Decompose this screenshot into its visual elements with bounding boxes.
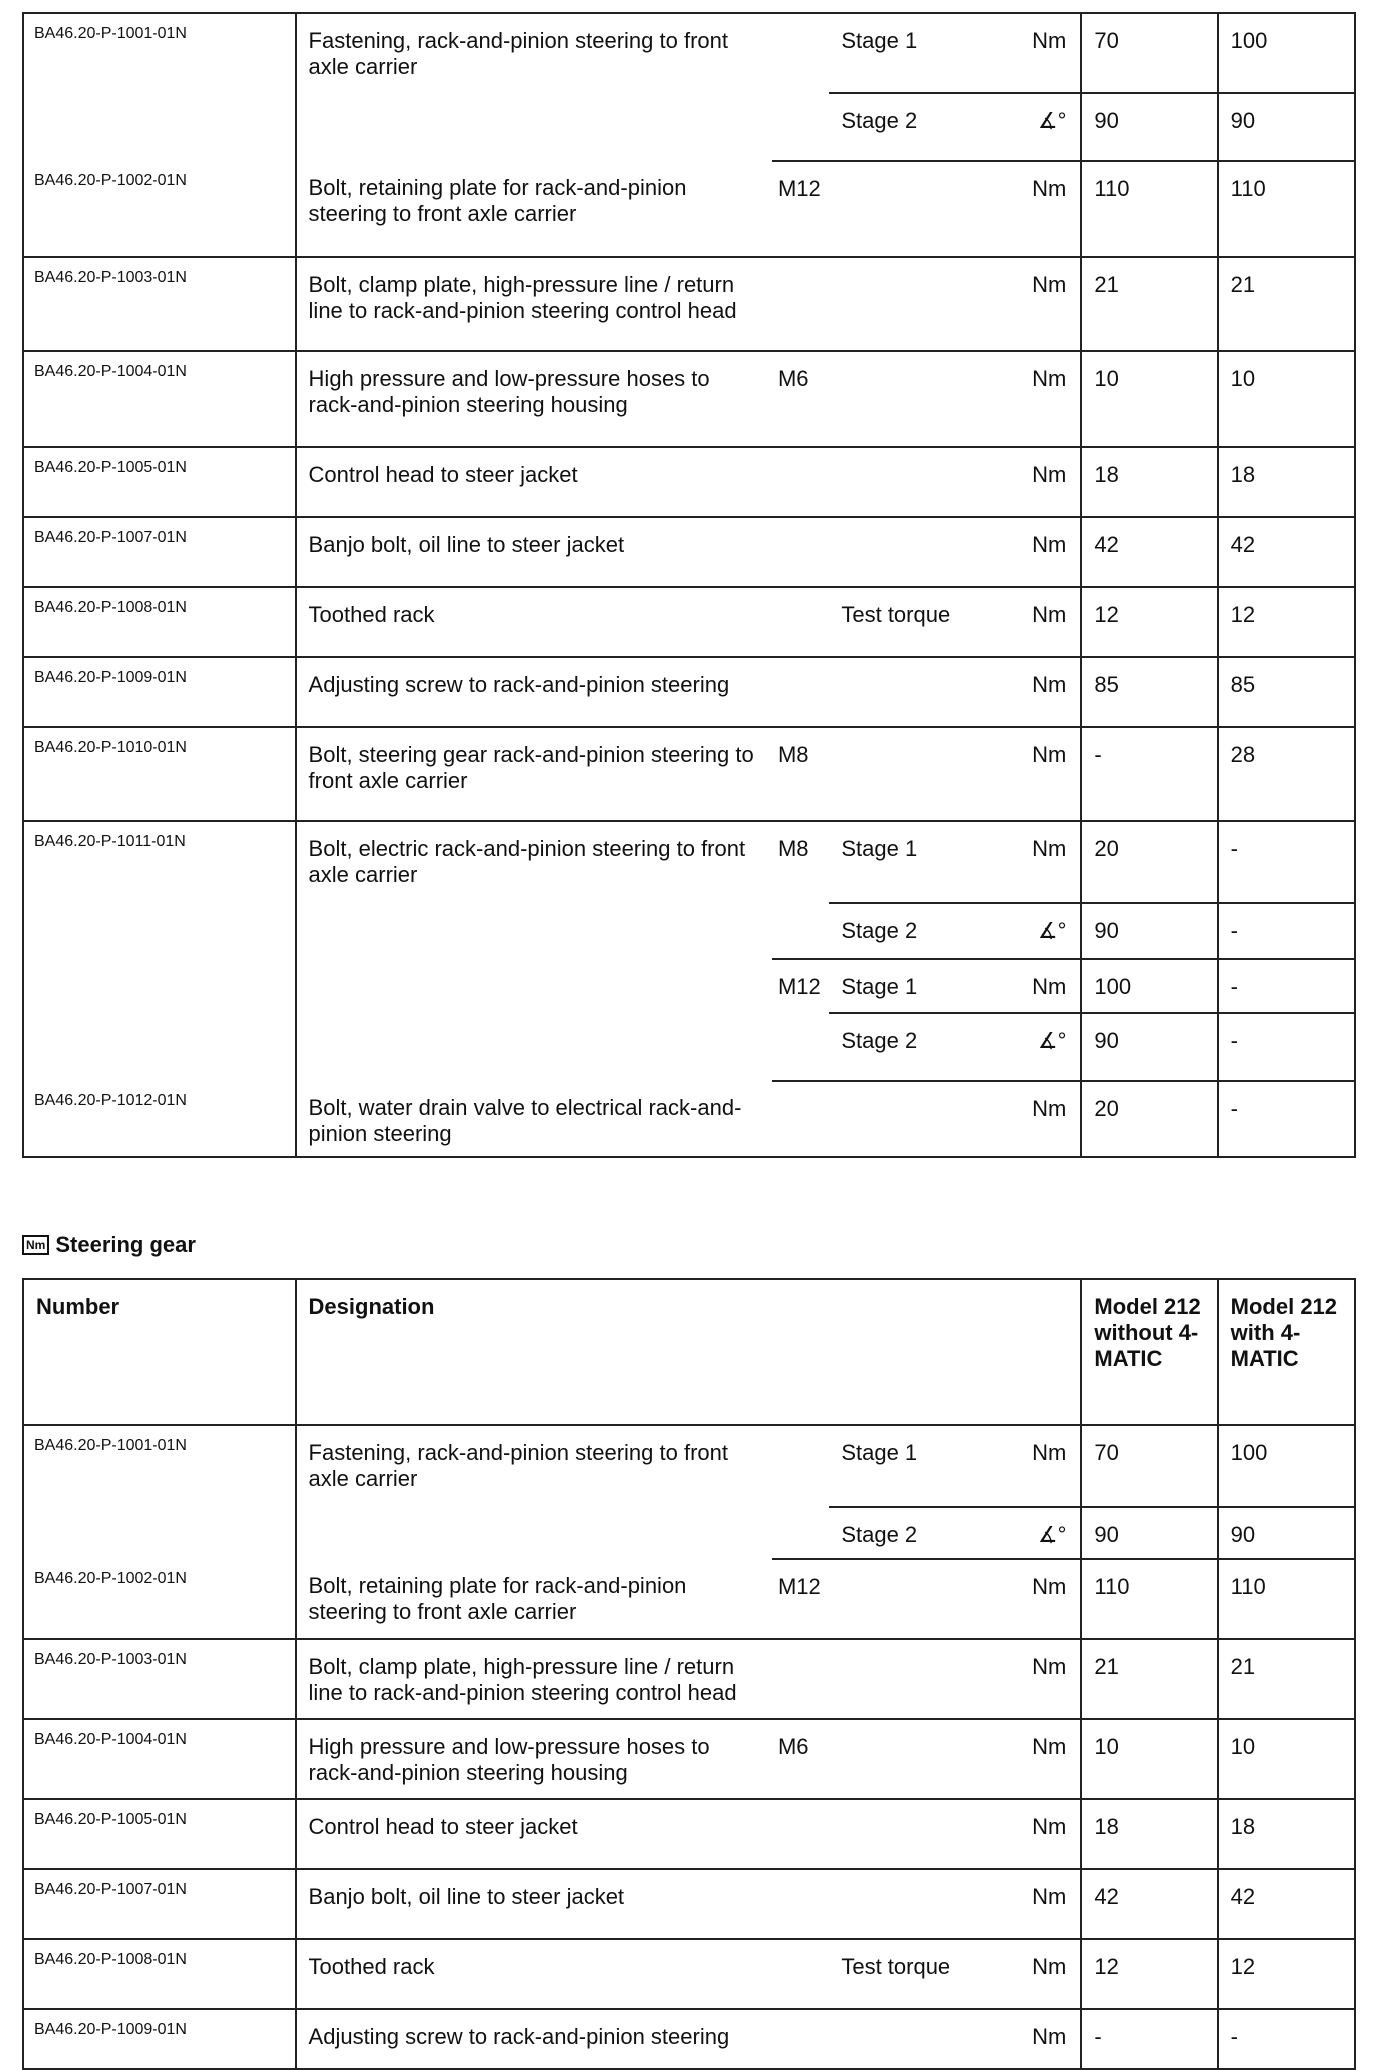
value-without-4matic: 70 (1094, 1440, 1119, 1465)
value-without-4matic: 42 (1094, 532, 1119, 557)
value-with-4matic: - (1230, 974, 1238, 999)
value-without-4matic: 90 (1094, 918, 1119, 943)
value-without-4matic: 12 (1094, 602, 1119, 627)
section-title: Steering gear (55, 1232, 196, 1257)
part-number: BA46.20-P-1001-01N (34, 1437, 187, 1454)
value-with-4matic: 12 (1230, 1954, 1256, 1979)
designation: Banjo bolt, oil line to steer jacket (308, 532, 625, 557)
table-header-row (23, 1279, 1355, 1425)
unit-label: ∡° (1037, 108, 1067, 133)
thread-size (772, 1082, 829, 1096)
designation: Bolt, clamp plate, high-pressure line / return line to rack-and-pinion steering control head (308, 272, 737, 323)
value-with-4matic: - (1230, 836, 1238, 861)
table-row (23, 1425, 1355, 1507)
stage-label: Stage 2 (841, 918, 918, 943)
header-model-without-4matic: Model 212 without 4-MATIC (1094, 1294, 1201, 1371)
part-number: BA46.20-P-1002-01N (34, 1570, 187, 1587)
table-row (23, 351, 1355, 447)
header-designation: Designation (308, 1294, 435, 1319)
unit-label: Nm (1032, 1814, 1067, 1839)
value-with-4matic: 12 (1230, 602, 1256, 627)
part-number: BA46.20-P-1005-01N (34, 459, 187, 476)
designation: Adjusting screw to rack-and-pinion steering (308, 2024, 730, 2049)
stage-label: Test torque (841, 1954, 951, 1979)
unit-label: Nm (1032, 532, 1067, 557)
unit-label: Nm (1032, 672, 1067, 697)
stage-label (829, 1720, 1013, 1734)
designation: Banjo bolt, oil line to steer jacket (308, 1884, 625, 1909)
value-without-4matic: 18 (1094, 1814, 1119, 1839)
value-without-4matic: - (1094, 742, 1102, 767)
designation: Toothed rack (308, 1954, 435, 1979)
part-number: BA46.20-P-1007-01N (34, 529, 187, 546)
table-row (23, 1799, 1355, 1869)
designation: High pressure and low-pressure hoses to rack-and-pinion steering housing (308, 1734, 710, 1785)
unit-label: Nm (1032, 742, 1067, 767)
stage-label: Stage 1 (841, 836, 918, 861)
part-number: BA46.20-P-1004-01N (34, 363, 187, 380)
stage-label (829, 1640, 1013, 1654)
stage-label (829, 1800, 1013, 1814)
table-row (23, 1939, 1355, 2009)
value-with-4matic: 90 (1230, 1522, 1256, 1547)
stage-label (829, 162, 1013, 176)
value-without-4matic: 20 (1094, 1096, 1119, 1121)
thread-size (772, 1870, 829, 1884)
unit-label: Nm (1032, 2024, 1067, 2049)
value-with-4matic: 18 (1230, 1814, 1256, 1839)
unit-label: Nm (1032, 28, 1067, 53)
stage-label: Stage 2 (841, 1028, 918, 1053)
unit-label: Nm (1032, 1440, 1067, 1465)
table-row (23, 1719, 1355, 1799)
thread-size (772, 448, 829, 462)
unit-label: Nm (1032, 176, 1067, 201)
unit-label: Nm (1032, 602, 1067, 627)
thread-size (772, 14, 829, 28)
thread-size: M8 (777, 742, 809, 767)
part-number: BA46.20-P-1004-01N (34, 1731, 187, 1748)
designation: Bolt, steering gear rack-and-pinion steering to front axle carrier (308, 742, 754, 793)
part-number: BA46.20-P-1009-01N (34, 669, 187, 686)
designation: Control head to steer jacket (308, 462, 578, 487)
table-row (23, 1639, 1355, 1719)
value-without-4matic: 10 (1094, 366, 1119, 391)
designation: Bolt, retaining plate for rack-and-pinion steering to front axle carrier (308, 175, 687, 226)
thread-size: M12 (777, 176, 821, 201)
stage-label: Stage 1 (841, 1440, 918, 1465)
part-number: BA46.20-P-1002-01N (34, 172, 187, 189)
value-without-4matic: 21 (1094, 272, 1119, 297)
stage-label: Test torque (841, 602, 951, 627)
unit-label: Nm (1032, 1954, 1067, 1979)
value-with-4matic: 21 (1230, 1654, 1256, 1679)
stage-label (829, 728, 1013, 742)
value-with-4matic: 42 (1230, 1884, 1256, 1909)
unit-label: Nm (1032, 1884, 1067, 1909)
value-with-4matic: 110 (1230, 1574, 1266, 1599)
value-with-4matic: 10 (1230, 1734, 1256, 1759)
value-with-4matic: 10 (1230, 366, 1256, 391)
part-number: BA46.20-P-1007-01N (34, 1881, 187, 1898)
unit-label: Nm (1032, 1574, 1067, 1599)
value-without-4matic: - (1094, 2024, 1102, 2049)
value-with-4matic: 110 (1230, 176, 1266, 201)
value-with-4matic: 21 (1230, 272, 1256, 297)
designation: Bolt, retaining plate for rack-and-pinion steering to front axle carrier (308, 1573, 687, 1624)
thread-size (772, 1426, 829, 1440)
stage-label (829, 658, 1013, 672)
value-without-4matic: 10 (1094, 1734, 1119, 1759)
stage-label (829, 2010, 1013, 2024)
part-number: BA46.20-P-1012-01N (34, 1092, 187, 1109)
table-row (23, 13, 1355, 93)
designation: High pressure and low-pressure hoses to rack-and-pinion steering housing (308, 366, 710, 417)
table-row (23, 517, 1355, 587)
stage-label (829, 258, 1013, 272)
thread-size (772, 1800, 829, 1814)
value-without-4matic: 90 (1094, 1522, 1119, 1547)
table-row (23, 1869, 1355, 1939)
designation: Bolt, electric rack-and-pinion steering to front axle carrier (308, 836, 746, 887)
table-row (23, 447, 1355, 517)
table-row (23, 257, 1355, 351)
table-row (23, 657, 1355, 727)
part-number: BA46.20-P-1001-01N (34, 25, 187, 42)
value-with-4matic: 100 (1230, 1440, 1268, 1465)
stage-label (829, 1082, 1013, 1096)
stage-label (829, 518, 1013, 532)
part-number: BA46.20-P-1005-01N (34, 1811, 187, 1828)
table-row (23, 727, 1355, 821)
stage-label: Stage 1 (841, 974, 918, 999)
part-number: BA46.20-P-1008-01N (34, 599, 187, 616)
stage-label (829, 352, 1013, 366)
value-without-4matic: 21 (1094, 1654, 1119, 1679)
unit-label: Nm (1032, 462, 1067, 487)
thread-size (772, 1507, 829, 1521)
thread-size (772, 1013, 829, 1027)
unit-label: Nm (1032, 1096, 1067, 1121)
value-with-4matic: 90 (1230, 108, 1256, 133)
value-without-4matic: 85 (1094, 672, 1119, 697)
torque-table-top (22, 12, 1356, 1158)
value-without-4matic: 100 (1094, 974, 1132, 999)
value-with-4matic: 18 (1230, 462, 1256, 487)
part-number: BA46.20-P-1010-01N (34, 739, 187, 756)
part-number: BA46.20-P-1011-01N (34, 833, 186, 850)
value-with-4matic: 85 (1230, 672, 1256, 697)
value-with-4matic: - (1230, 1096, 1238, 1121)
table-row (23, 821, 1355, 903)
value-without-4matic: 70 (1094, 28, 1119, 53)
designation: Adjusting screw to rack-and-pinion steering (308, 672, 730, 697)
unit-label: ∡° (1037, 918, 1067, 943)
designation: Toothed rack (308, 602, 435, 627)
designation: Bolt, water drain valve to electrical rack-and-pinion steering (308, 1095, 742, 1146)
table-row (23, 1559, 1355, 1639)
value-without-4matic: 90 (1094, 1028, 1119, 1053)
thread-size: M12 (777, 974, 821, 999)
unit-label: ∡° (1037, 1028, 1067, 1053)
table-row (23, 587, 1355, 657)
part-number: BA46.20-P-1009-01N (34, 2021, 187, 2038)
designation: Bolt, clamp plate, high-pressure line / return line to rack-and-pinion steering control head (308, 1654, 737, 1705)
designation: Control head to steer jacket (308, 1814, 578, 1839)
part-number: BA46.20-P-1003-01N (34, 269, 187, 286)
stage-label: Stage 2 (841, 1522, 918, 1547)
value-without-4matic: 90 (1094, 108, 1119, 133)
section-heading (22, 1232, 196, 1258)
table-row (23, 161, 1355, 257)
thread-size: M6 (777, 366, 809, 391)
value-without-4matic: 20 (1094, 836, 1119, 861)
thread-size (772, 93, 829, 107)
stage-label: Stage 1 (841, 28, 918, 53)
unit-label: ∡° (1037, 1522, 1067, 1547)
value-with-4matic: 28 (1230, 742, 1256, 767)
thread-size (772, 658, 829, 672)
value-without-4matic: 12 (1094, 1954, 1119, 1979)
value-with-4matic: - (1230, 918, 1238, 943)
stage-label: Stage 2 (841, 108, 918, 133)
thread-size: M12 (777, 1574, 821, 1599)
unit-label: Nm (1032, 1654, 1067, 1679)
part-number: BA46.20-P-1008-01N (34, 1951, 187, 1968)
thread-size (772, 518, 829, 532)
thread-size (772, 588, 829, 602)
designation: Fastening, rack-and-pinion steering to front axle carrier (308, 28, 728, 79)
stage-label (829, 1560, 1013, 1574)
table-row (23, 2009, 1355, 2069)
unit-label: Nm (1032, 1734, 1067, 1759)
value-with-4matic: - (1230, 1028, 1238, 1053)
thread-size (772, 1940, 829, 1954)
value-with-4matic: 42 (1230, 532, 1256, 557)
thread-size: M8 (777, 836, 809, 861)
unit-label: Nm (1032, 272, 1067, 297)
torque-table-steering-gear (22, 1278, 1356, 2070)
thread-size (772, 1640, 829, 1654)
unit-label: Nm (1032, 366, 1067, 391)
part-number: BA46.20-P-1003-01N (34, 1651, 187, 1668)
unit-label: Nm (1032, 836, 1067, 861)
value-without-4matic: 110 (1094, 1574, 1130, 1599)
header-model-with-4matic: Model 212 with 4-MATIC (1230, 1294, 1338, 1371)
torque-nm-icon: Nm (22, 1235, 49, 1255)
value-with-4matic: 100 (1230, 28, 1268, 53)
value-without-4matic: 42 (1094, 1884, 1119, 1909)
unit-label: Nm (1032, 974, 1067, 999)
thread-size (772, 258, 829, 272)
thread-size (772, 903, 829, 917)
value-without-4matic: 110 (1094, 176, 1130, 201)
table-row (23, 1081, 1355, 1157)
stage-label (829, 1870, 1013, 1884)
thread-size (772, 2010, 829, 2024)
value-with-4matic: - (1230, 2024, 1238, 2049)
stage-label (829, 448, 1013, 462)
designation: Fastening, rack-and-pinion steering to front axle carrier (308, 1440, 728, 1491)
value-without-4matic: 18 (1094, 462, 1119, 487)
thread-size: M6 (777, 1734, 809, 1759)
header-number: Number (36, 1294, 120, 1319)
